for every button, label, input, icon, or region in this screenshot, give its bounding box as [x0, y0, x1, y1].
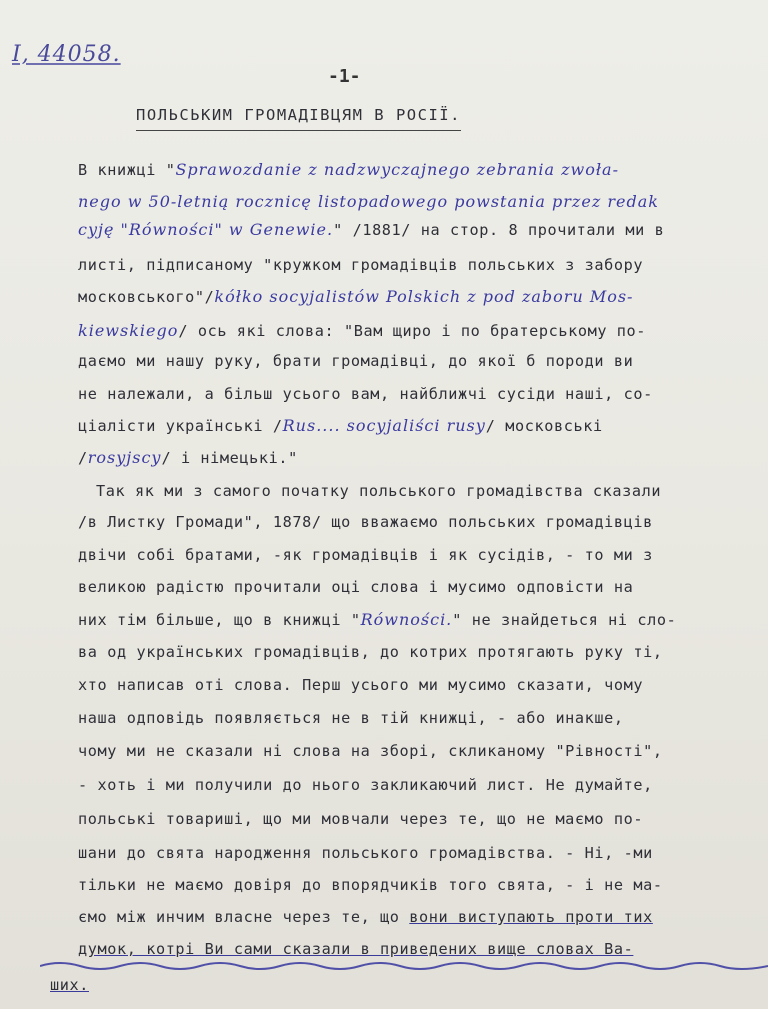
text-line — [96, 482, 661, 500]
typed-text: ціалісти українські / — [78, 417, 283, 435]
text-line — [78, 810, 643, 828]
handwritten-text: kiewskiego — [78, 321, 179, 340]
text-line — [78, 321, 646, 340]
text-line — [78, 546, 653, 564]
typed-text: В книжці " — [78, 161, 176, 179]
archive-number: I, 44058. — [12, 42, 121, 67]
typed-text: " не знайдеться ні сло- — [452, 611, 677, 629]
text-line — [78, 220, 664, 239]
typed-text: ємо між инчим власне через те, що — [78, 908, 410, 926]
typed-text: / ось які слова: "Вам щиро і по братерському по- — [178, 322, 647, 340]
typed-text: хто написав оті слова. Перш усього ми мусимо сказати, чому — [78, 676, 644, 694]
typed-text: польські товариші, що ми мовчали через те, що не маємо по- — [78, 810, 644, 828]
text-line — [78, 513, 653, 531]
handwritten-underline-mark — [40, 958, 768, 972]
handwritten-text: kółko socyjalistów Polskich z pod zaboru Mos- — [214, 287, 634, 306]
typed-text: листі, підписаному "кружком громадівців польських з забору — [78, 256, 644, 274]
text-line — [78, 908, 653, 926]
handwritten-text: rosyjscy — [87, 448, 162, 467]
typed-text: думок, котрі Ви сами сказали в приведених вище словах Ва- — [78, 940, 634, 958]
text-line — [78, 610, 676, 629]
text-line — [78, 416, 603, 435]
document-title: ПОЛЬСЬКИМ ГРОМАДІВЦЯМ В РОСІЇ. — [136, 106, 461, 131]
handwritten-text: Równości. — [360, 610, 453, 629]
text-line — [78, 643, 663, 661]
typed-text: даємо ми нашу руку, брати громадівці, до якої б породи ви — [78, 352, 634, 370]
typed-text: не належали, а більш усього вам, найближчі сусіди наші, со- — [78, 385, 653, 403]
handwritten-text: Rus.... socyjaliści rusy — [282, 416, 486, 435]
handwritten-text: cyję "Równości" w Genewie. — [78, 220, 334, 239]
text-line — [50, 976, 89, 994]
text-line — [78, 256, 643, 274]
typed-text: чому ми не сказали ні слова на зборі, скликаному "Рівності", — [78, 742, 663, 760]
text-line — [78, 287, 633, 306]
page-number: -1- — [328, 66, 361, 87]
text-line — [78, 160, 619, 179]
text-line — [78, 940, 633, 958]
text-line — [78, 776, 653, 794]
text-line — [78, 578, 633, 596]
typed-text: шани до свята народження польського громадівства. - Ні, -ми — [78, 844, 653, 862]
handwritten-text: Sprawozdanie z nadzwyczajnego zebrania zwoła- — [175, 160, 619, 179]
typed-text: ших. — [50, 976, 89, 994]
typed-text: наша одповідь появляється не в тій книжці, - або инакше, — [78, 709, 624, 727]
typed-text: Так як ми з самого початку польського громадівства сказали — [96, 482, 662, 500]
typed-text: них тім більше, що в книжці " — [78, 611, 361, 629]
typed-text: вони виступають проти тих — [409, 908, 653, 926]
text-line — [78, 385, 653, 403]
text-line — [78, 709, 624, 727]
typed-text: великою радістю прочитали оці слова і мусимо одповісти на — [78, 578, 634, 596]
text-line — [78, 192, 659, 211]
text-line — [78, 742, 663, 760]
typed-text: тільки не маємо довіря до впорядчиків того свята, - і не ма- — [78, 876, 663, 894]
typed-text: /в Листку Громади", 1878/ що вважаємо польських громадівців — [78, 513, 653, 531]
typed-text: двічи собі братами, -як громадівців і як сусідів, - то ми з — [78, 546, 653, 564]
typed-text: - хоть і ми получили до нього закликаючий лист. Не думайте, — [78, 776, 653, 794]
text-line — [78, 448, 298, 467]
text-line — [78, 876, 663, 894]
typed-text: / — [78, 449, 88, 467]
text-line — [78, 352, 633, 370]
typed-text: московського"/ — [78, 288, 215, 306]
handwritten-text: nego w 50-letnią rocznicę listopadowego powstania przez redak — [78, 192, 659, 211]
typed-text: / московські — [485, 417, 603, 435]
text-line — [78, 844, 653, 862]
text-line — [78, 676, 643, 694]
typed-text: / і німецькі." — [161, 449, 298, 467]
typed-text: " /1881/ на стор. 8 прочитали ми в — [333, 221, 665, 239]
typed-text: ва од українських громадівців, до котрих протягають руку ті, — [78, 643, 663, 661]
